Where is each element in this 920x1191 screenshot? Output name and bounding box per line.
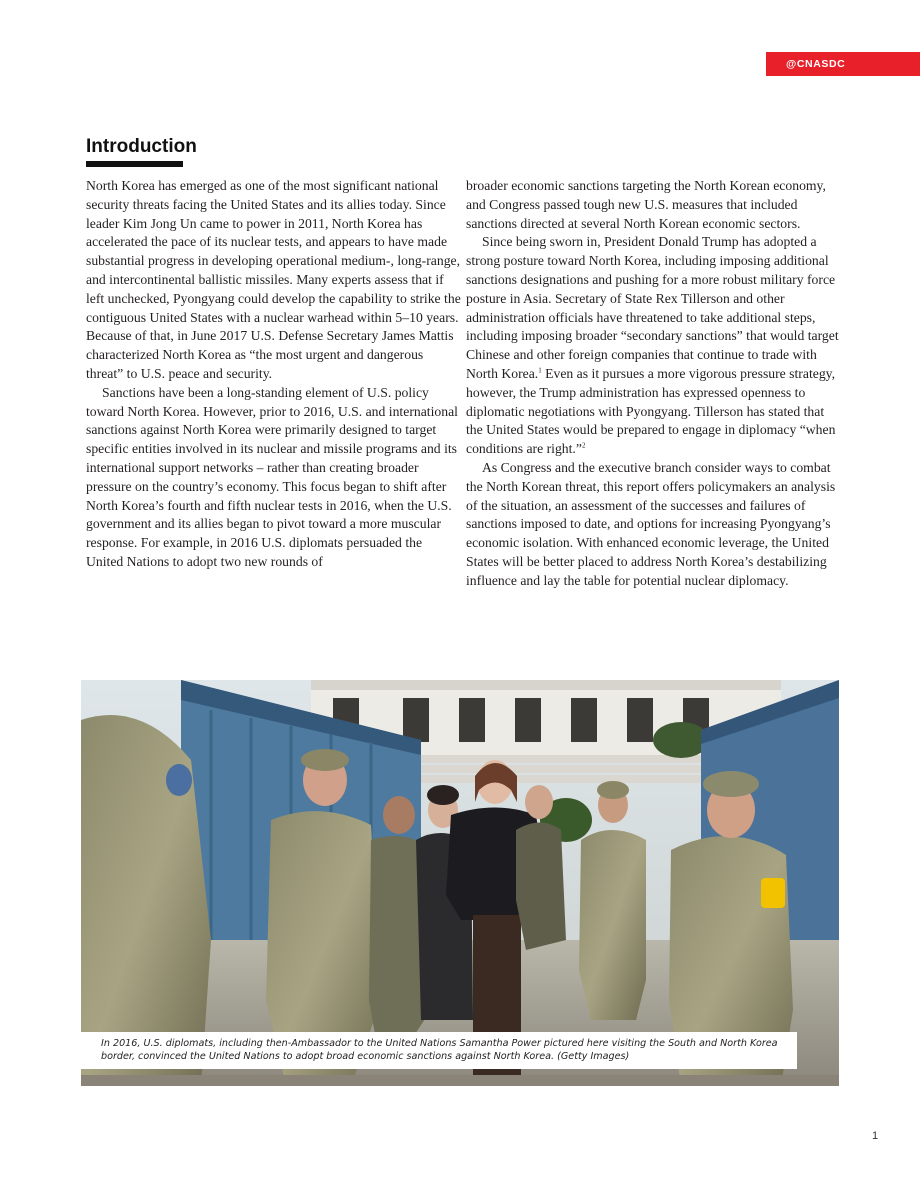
photo-illustration (81, 680, 839, 1086)
paragraph: As Congress and the executive branch consider ways to combat the North Korean threat, this report offers policymakers an analysis of the situation, an assessment of the successes and failures of sanctions imposed to date, and options for increasing Pyongyang’s economic isolation. With enhanced economic leverage, the United States will be better placed to address North Korea’s destabilizing influence and lay the table for potential nuclear diplomacy. (466, 459, 836, 588)
border-visit-photo (81, 680, 839, 1086)
photo-caption: In 2016, U.S. diplomats, including then-Ambassador to the United Nations Samantha Power pictured here visiting the South and North Korea border, convinced the United Nations to adopt broad economic sanctions against North Korea. (Getty Images) (81, 1032, 797, 1069)
page-number: 1 (872, 1130, 879, 1142)
left-text-column (86, 177, 461, 572)
section-title: Introduction (86, 136, 197, 157)
paragraph: North Korea has emerged as one of the most significant national security threats facing the United States and its allies today. Since leader Kim Jong Un came to power in 2011, North Korea has accelerated the pace of its nuclear tests, and appears to have made substantial progress in developing operational medium-, long-range, and intercontinental ballistic missiles. Many experts assess that if left unchecked, Pyongyang could develop the capability to strike the contiguous United States with a nuclear warhead within 5–10 years. Because of that, in June 2017 U.S. Defense Secretary James Mattis characterized North Korea as “the most urgent and dangerous threat” to U.S. peace and security. (86, 178, 461, 381)
paragraph (466, 233, 844, 459)
footnote-ref-1[interactable]: 1 (538, 366, 542, 375)
paragraph-text: Even as it pursues a more vigorous pressure strategy, however, the Trump administration has expressed openness to diplomatic negotiations with Pyongyang. Tillerson has stated that the United States would be prepared to engage in diplomacy “when conditions are right.” (466, 365, 836, 457)
title-underline (86, 161, 183, 167)
footnote-ref-2[interactable]: 2 (581, 441, 586, 450)
paragraph: broader economic sanctions targeting the North Korean economy, and Congress passed tough new U.S. measures that included sanctions directed at several North Korean economic sectors. (466, 178, 826, 231)
twitter-handle-tag: @CNASDC (766, 52, 920, 76)
right-text-column (466, 177, 844, 591)
paragraph: Sanctions have been a long-standing element of U.S. policy toward North Korea. However, prior to 2016, U.S. and international sanctions against North Korea were primarily designed to target specific entities involved in its nuclear and missile programs and its international support networks – rather than creating broader pressure on the country’s economy. This focus began to shift after North Korea’s fourth and fifth nuclear tests in 2016, when the U.S. government and its allies began to pivot toward a more muscular response. For example, in 2016 U.S. diplomats persuaded the United Nations to adopt two new rounds of (86, 384, 458, 569)
paragraph-text: Since being sworn in, President Donald Trump has adopted a strong posture toward North Korea, including imposing additional sanctions designations and pushing for a more robust military force posture in Asia. Secretary of State Rex Tillerson and other administration officials have threatened to take additional steps, including imposing broader “secondary sanctions” that would target Chinese and other foreign companies that continue to trade with North Korea. (466, 234, 839, 381)
